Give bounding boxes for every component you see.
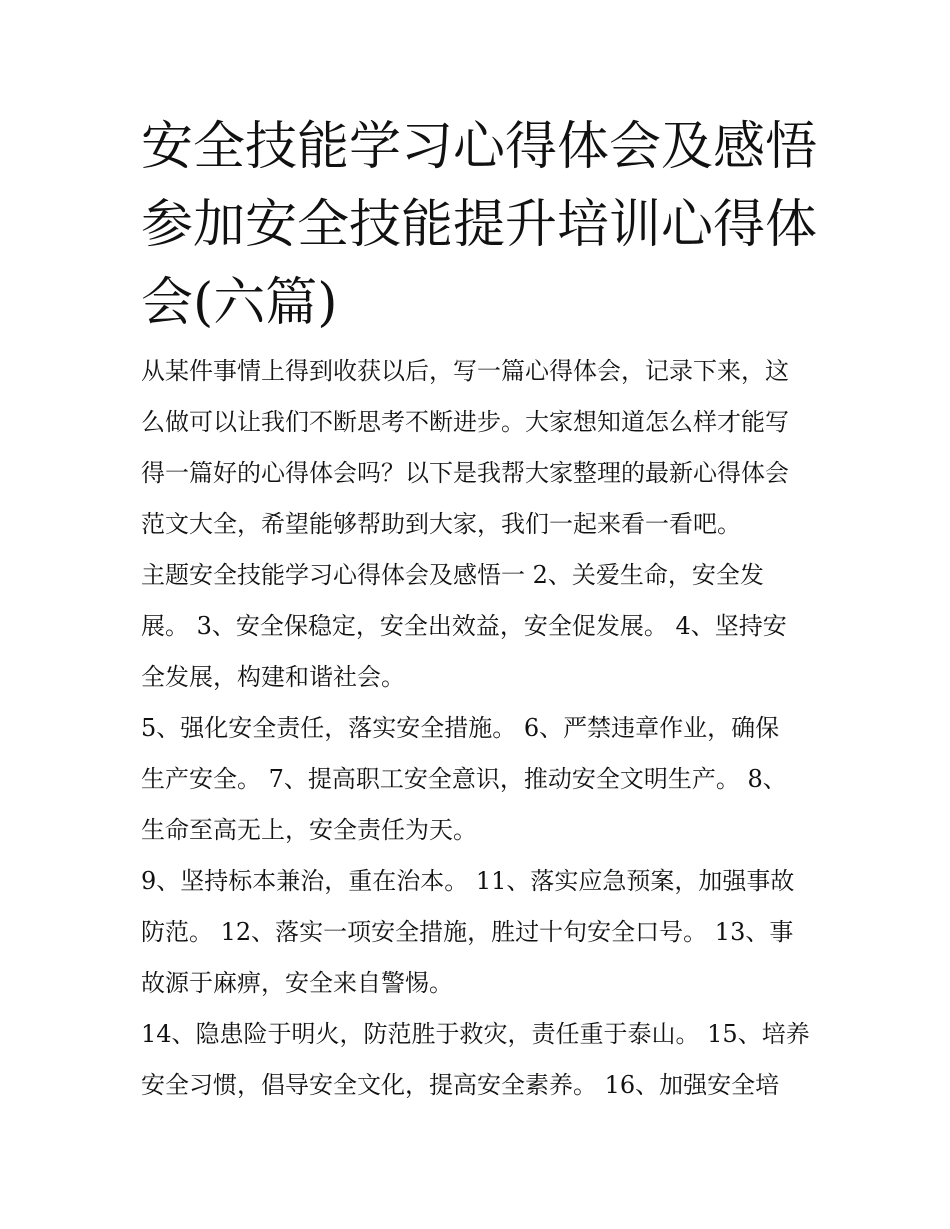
- text-line: 故源于麻痹，安全来自警惕。: [141, 969, 453, 997]
- text-line: 全发展，构建和谐社会。: [141, 663, 405, 691]
- document-title: [141, 108, 821, 342]
- document-content: [141, 108, 821, 1111]
- text-line: 14、隐患险于明火，防范胜于救灾，责任重于泰山。 15、培养: [141, 1020, 810, 1048]
- slogan-paragraph-3: [141, 856, 821, 1009]
- title-line: 参加安全技能提升培训心得体: [141, 195, 818, 255]
- text-line: 生命至高无上，安全责任为天。: [141, 816, 477, 844]
- title-line: 安全技能学习心得体会及感悟: [141, 117, 818, 177]
- slogan-paragraph-2: [141, 703, 821, 856]
- text-line: 范文大全，希望能够帮助到大家，我们一起来看一看吧。: [141, 510, 741, 538]
- text-line: 从某件事情上得到收获以后，写一篇心得体会，记录下来，这: [141, 357, 789, 385]
- slogan-paragraph-1: [141, 550, 821, 703]
- text-line: 防范。 12、落实一项安全措施，胜过十句安全口号。 13、事: [141, 918, 794, 946]
- text-line: 主题安全技能学习心得体会及感悟一 2、关爱生命，安全发: [141, 561, 764, 589]
- intro-paragraph: [141, 346, 821, 550]
- text-line: 得一篇好的心得体会吗？以下是我帮大家整理的最新心得体会: [141, 459, 789, 487]
- text-line: 5、强化安全责任，落实安全措施。 6、严禁违章作业，确保: [141, 714, 780, 742]
- text-line: 9、坚持标本兼治，重在治本。 11、落实应急预案，加强事故: [141, 867, 795, 895]
- text-line: 展。 3、安全保稳定，安全出效益，安全促发展。 4、坚持安: [141, 612, 787, 640]
- text-line: 安全习惯，倡导安全文化，提高安全素养。 16、加强安全培: [141, 1071, 780, 1099]
- title-line: 会(六篇): [141, 273, 338, 333]
- text-line: 么做可以让我们不断思考不断进步。大家想知道怎么样才能写: [141, 408, 789, 436]
- slogan-paragraph-4: [141, 1009, 821, 1111]
- text-line: 生产安全。 7、提高职工安全意识，推动安全文明生产。 8、: [141, 765, 787, 793]
